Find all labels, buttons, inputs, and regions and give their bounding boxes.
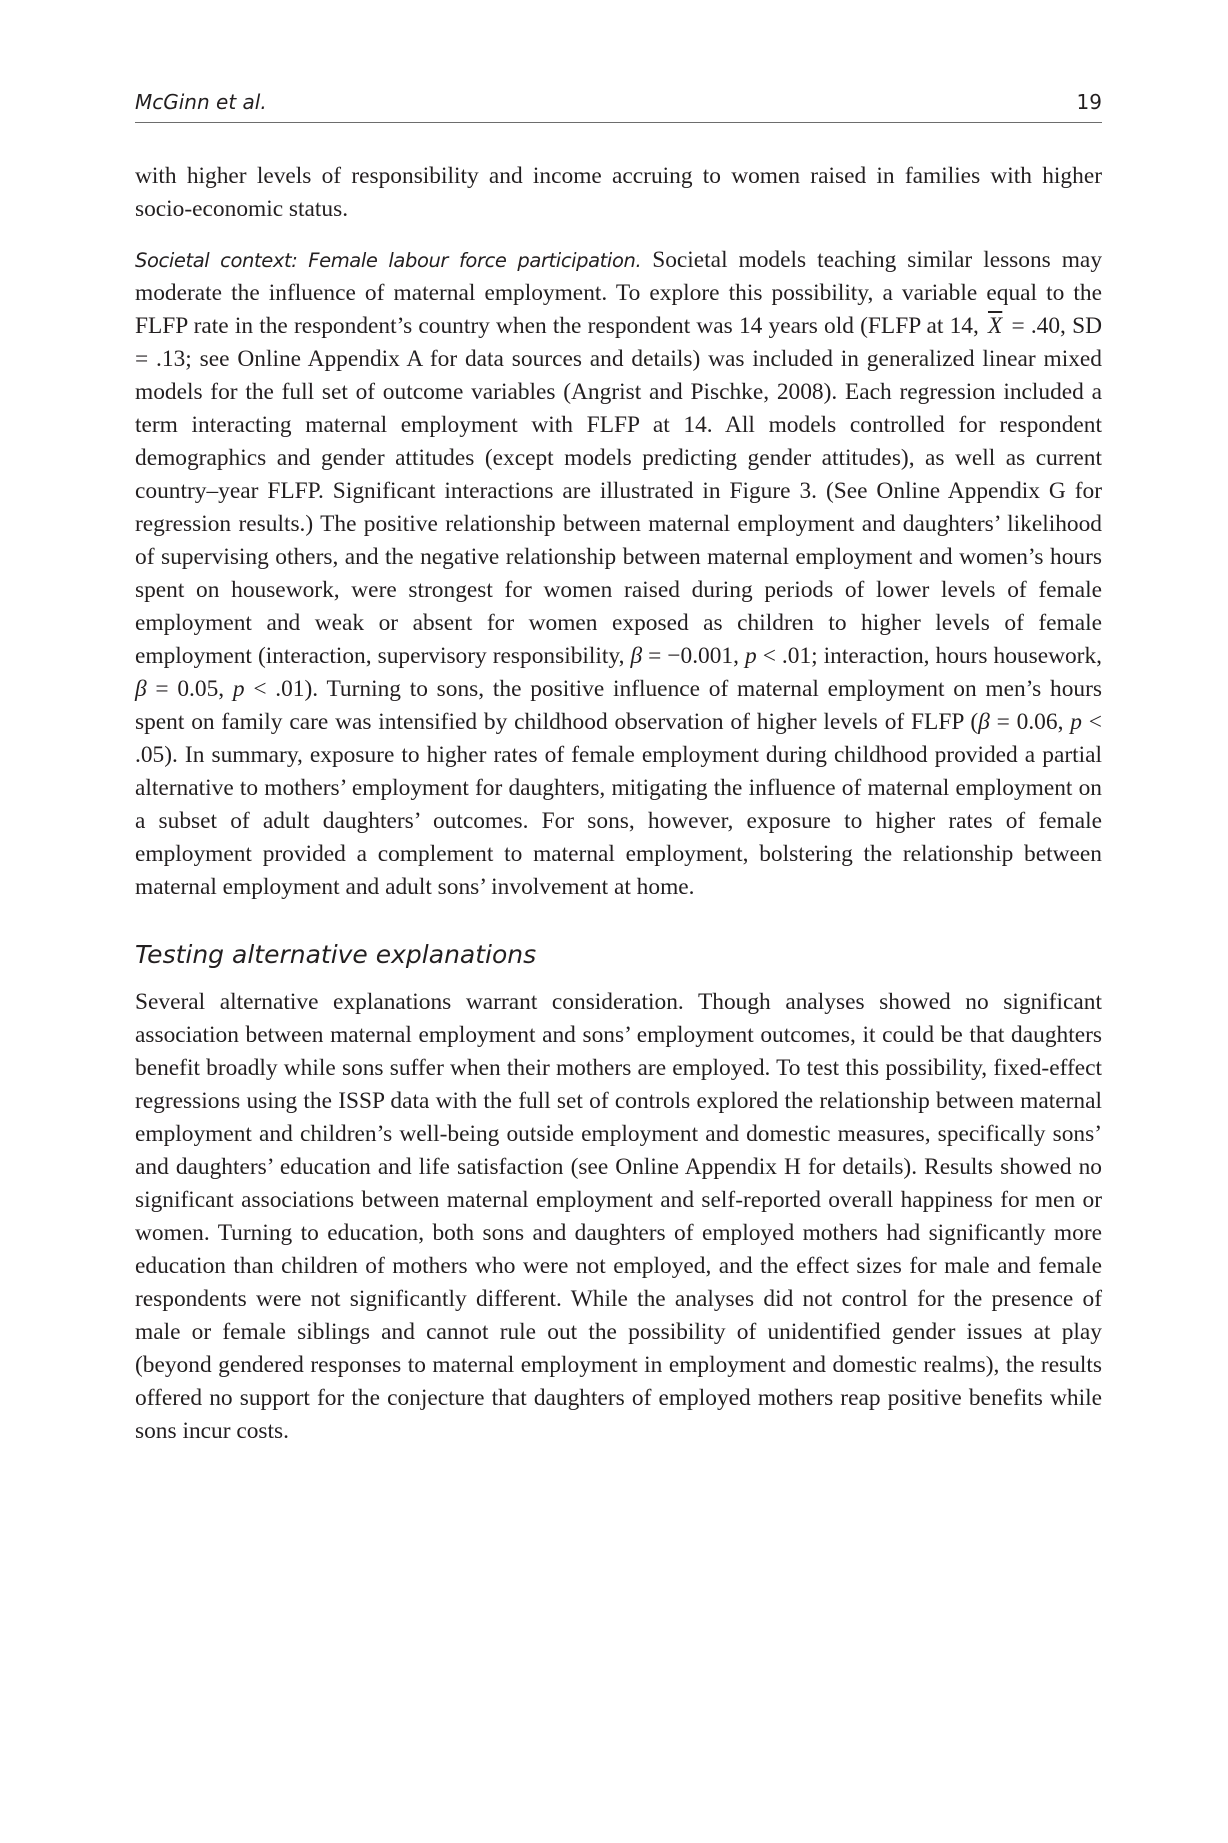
text-segment: Societal models teaching similar lessons may moderate the influence of maternal employment. To explore this possibility, a variable equal to the FLFP rate in the respondent’s country when the respondent was 14 years old (FLFP at 14, <box>135 247 1103 339</box>
mean-symbol: $\overline{X}$ <box>987 313 1003 339</box>
beta-symbol: β <box>978 709 990 735</box>
page-number: 19 <box>1076 90 1102 114</box>
beta-symbol: β <box>630 643 643 669</box>
running-head <box>135 88 1102 123</box>
p-symbol: p <box>744 643 757 669</box>
run-in-heading: Societal context: Female labour force participation. <box>135 249 642 272</box>
paragraph-continued: with higher levels of responsibility and income accruing to women raised in families with higher socio-economic status. <box>135 163 1102 222</box>
text-segment: = .40, SD = .13; see Online Appendix A for data sources and details) was included in generalized linear mixed models for the full set of outcome variables (Angrist and Pischke, 2008). Each regression included a term interacting maternal employment with FLFP at 14. All models controlled for respondent demographics and gender attitudes (except models predicting gender attitudes), as well as current country–year FLFP. Significant interactions are illustrated in Figure 3. (See Online Appendix G for regression results.) The positive relationship between maternal employment and daughters’ likelihood of supervising others, and the negative relationship between maternal employment and women’s hours spent on housework, were strongest for women raised during periods of lower levels of female employment and weak or absent for women exposed as children to higher levels of female employment (interaction, supervisory responsibility, <box>135 313 1102 669</box>
paragraph-alternative-explanations: Several alternative explanations warrant consideration. Though analyses showed no significant association between maternal employment and sons’ employment outcomes, it could be that daughters benefit broadly while sons suffer when their mothers are employed. To test this possibility, fixed-effect regressions using the ISSP data with the full set of controls explored the relationship between maternal employment and children’s well-being outside employment and domestic measures, specifically sons’ and daughters’ education and life satisfaction (see Online Appendix H for details). Results showed no significant associations between maternal employment and self-reported overall happiness for men or women. Turning to education, both sons and daughters of employed mothers had significantly more education than children of mothers who were not employed, and the effect sizes for male and female respondents were not significantly different. While the analyses did not control for the presence of male or female siblings and cannot rule out the possibility of unidentified gender issues at play (beyond gendered responses to maternal employment in employment and domestic realms), the results offered no support for the conjecture that daughters of employed mothers reap positive benefits while sons incur costs. <box>135 989 1102 1444</box>
text-segment: < .05). In summary, exposure to higher rates of female employment during childhood provided a partial alternative to mothers’ employment for daughters, mitigating the influence of maternal employment on a subset of adult daughters’ outcomes. For sons, however, exposure to higher rates of female employment provided a complement to maternal employment, bolstering the relationship between maternal employment and adult sons’ involvement at home. <box>135 709 1102 900</box>
text-segment: < .01; interaction, hours housework, <box>756 643 1102 669</box>
p-symbol: p <box>232 676 245 702</box>
body-text <box>135 160 1102 1448</box>
paragraph-societal-context <box>135 244 1102 904</box>
beta-symbol: β <box>135 676 147 702</box>
p-symbol: p <box>1070 709 1082 735</box>
running-head-authors: McGinn et al. <box>135 90 267 114</box>
text-segment: < .01). Turning to sons, the positive influence of maternal employment on men’s hours spent on family care was intensified by childhood observation of higher levels of FLFP ( <box>135 676 1102 735</box>
text-segment: = 0.05, <box>146 676 233 702</box>
section-heading: Testing alternative explanations <box>135 940 537 969</box>
text-segment: = 0.06, <box>989 709 1071 735</box>
text-segment: = −0.001, <box>642 643 745 669</box>
